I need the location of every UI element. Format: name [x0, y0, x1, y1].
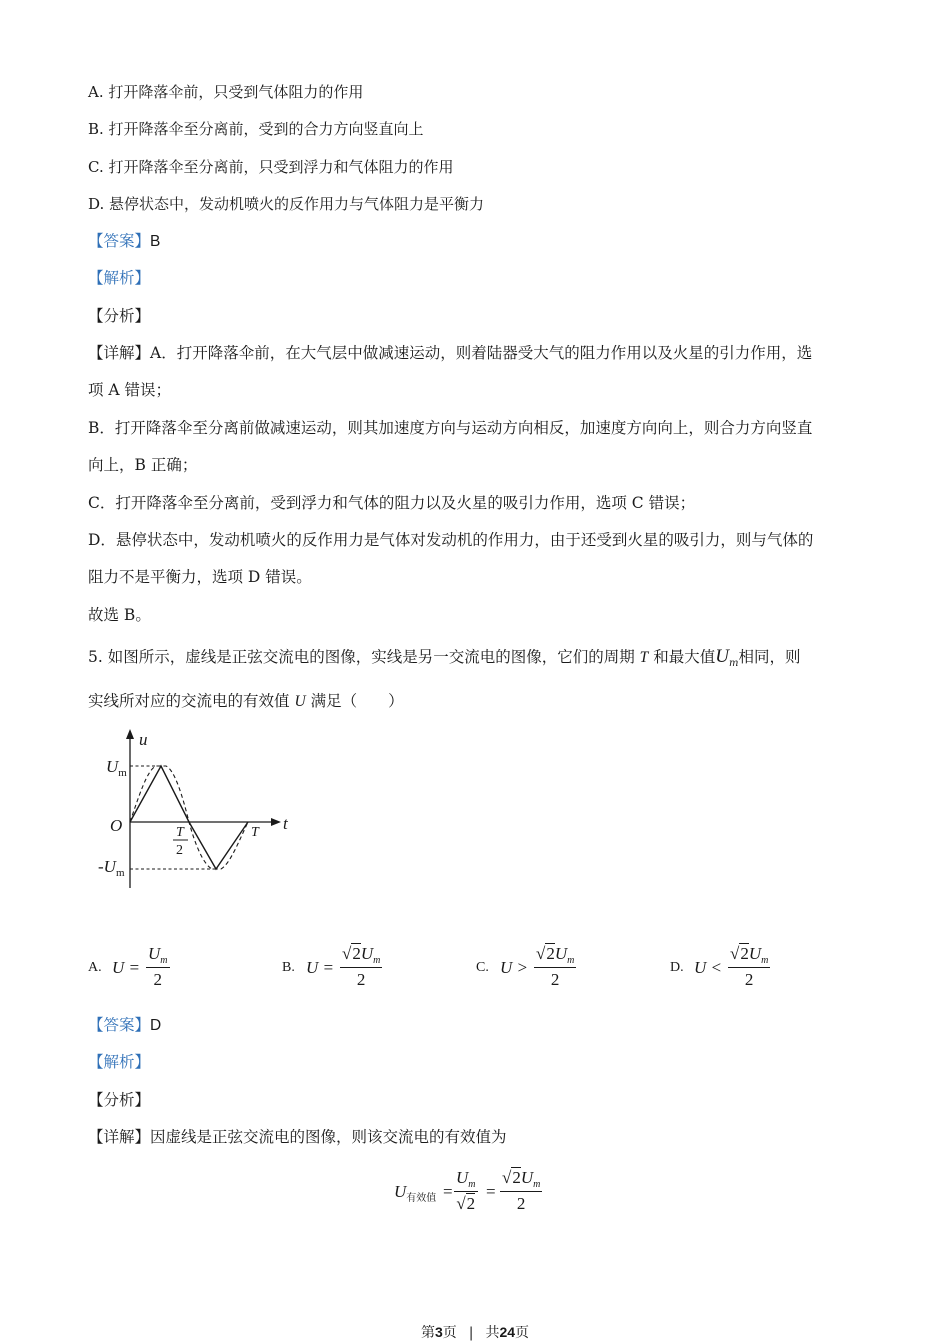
formula-equals: =: [443, 1182, 453, 1201]
answer-tag: 【答案】: [88, 232, 151, 250]
effective-value-formula: [394, 1166, 594, 1222]
u-axis-arrow: [126, 729, 134, 739]
footer-separator: |: [468, 1325, 474, 1341]
q5-stem-line-2: [88, 691, 404, 712]
page-number: 3: [434, 1324, 443, 1340]
q4-conclusion: 故选 B。: [88, 606, 151, 624]
formula-fraction-2: $√2U_m$ 2: [502, 1168, 541, 1213]
q4-option-b: B. 打开降落伞至分离前，受到的合力方向竖直向上: [88, 120, 424, 138]
answer-value: D: [150, 1017, 162, 1034]
q4-detail-4: D．悬停状态中，发动机喷火的反作用力是气体对发动机的作用力，由于还受到火星的吸引力，则与气体的: [88, 531, 814, 549]
q5-stem-text: 满足（ ）: [305, 692, 404, 710]
choice-label: B.: [282, 960, 295, 975]
choice-lhs: U =: [306, 958, 334, 977]
q5-stem-text: 相同，则: [738, 648, 801, 666]
q4-option-d: D. 悬停状态中，发动机喷火的反作用力与气体阻力是平衡力: [88, 195, 485, 213]
q5-stem-text: 实线所对应的交流电的有效值: [88, 692, 295, 710]
answer-value: B: [150, 233, 161, 250]
q5-stem-text: 5. 如图所示，虚线是正弦交流电的图像，实线是另一交流电的图像，它们的周期: [88, 648, 640, 666]
q4-option-c: C. 打开降落伞至分离前，只受到浮力和气体阻力的作用: [88, 158, 454, 176]
triangle-wave-solid: [130, 766, 248, 869]
half-period-numerator: T: [176, 825, 184, 840]
choice-lhs: U >: [500, 958, 528, 977]
waveform-figure: [95, 728, 310, 893]
axis-label-u: u: [139, 730, 148, 749]
choice-fraction: $√2U_m$ 2: [730, 944, 769, 989]
q4-detail-4b: 阻力不是平衡力，选项 D 错误。: [88, 568, 312, 586]
neg-um-label: $-U_m$: [98, 857, 125, 879]
choice-label: A.: [88, 960, 102, 975]
answer-tag: 【答案】: [88, 1016, 151, 1034]
choice-lhs: U =: [112, 958, 140, 977]
page-footer: 第3页 | 共24页: [420, 1324, 530, 1341]
choice-label: D.: [670, 960, 684, 975]
q5-stem-text: 和最大值: [648, 648, 716, 666]
sqrt-icon: √: [730, 944, 740, 963]
q5-stem-period: T: [639, 649, 649, 666]
choice-fraction: $U_m$ 2: [148, 944, 168, 989]
q5-stem-line-1: [88, 647, 800, 674]
q4-detail-2: B．打开降落伞至分离前做减速运动，则其加速度方向与运动方向相反，加速度方向向上，则合力方向竖直: [88, 419, 813, 437]
origin-label: O: [110, 816, 123, 835]
formula-fraction-1: $U_m$ √2: [456, 1168, 476, 1213]
total-pages: 24: [499, 1324, 516, 1340]
q5-detail-1: 【详解】因虚线是正弦交流电的图像，则该交流电的有效值为: [88, 1128, 507, 1146]
q5-stem-um: U: [715, 646, 729, 667]
formula-equals: =: [486, 1182, 496, 1201]
q4-detail-1b: 项 A 错误；: [88, 381, 172, 399]
q5-jiexi-tag: 【解析】: [88, 1053, 151, 1071]
sqrt-icon: √: [502, 1168, 512, 1187]
choice-lhs: U <: [694, 958, 722, 977]
choice-fraction: $√2U_m$ 2: [342, 944, 381, 989]
um-label: $U_m$: [106, 757, 127, 779]
choice-fraction: $√2U_m$ 2: [536, 944, 575, 989]
period-label: T: [251, 825, 259, 840]
sqrt-icon: √: [456, 1194, 466, 1213]
q4-detail-3: C．打开降落伞至分离前，受到浮力和气体的阻力以及火星的吸引力作用，选项 C 错误；: [88, 494, 696, 512]
q5-stem-u: U: [294, 693, 306, 710]
half-period-denominator: 2: [176, 843, 183, 858]
sqrt-icon: √: [342, 944, 352, 963]
q4-detail-1: 【详解】A．打开降落伞前，在大气层中做减速运动，则着陆器受大气的阻力作用以及火星的引力作用，选: [88, 344, 813, 362]
q5-fenxi-tag: 【分析】: [88, 1091, 151, 1109]
q4-fenxi-tag: 【分析】: [88, 307, 151, 325]
axis-label-t: t: [283, 814, 288, 833]
sine-curve-dashed: [130, 766, 248, 869]
q4-jiexi-tag: 【解析】: [88, 269, 151, 287]
q4-option-a: A. 打开降落伞前，只受到气体阻力的作用: [88, 83, 364, 101]
choice-label: C.: [476, 960, 489, 975]
t-axis-arrow: [271, 818, 281, 826]
q5-answer: [88, 1015, 161, 1036]
q5-stem-um-sub: m: [728, 658, 739, 669]
formula-lhs: $U_{有效值}$: [394, 1182, 437, 1204]
q4-answer: [88, 231, 160, 252]
sqrt-icon: √: [536, 944, 546, 963]
q4-detail-2b: 向上，B 正确；: [88, 456, 198, 474]
